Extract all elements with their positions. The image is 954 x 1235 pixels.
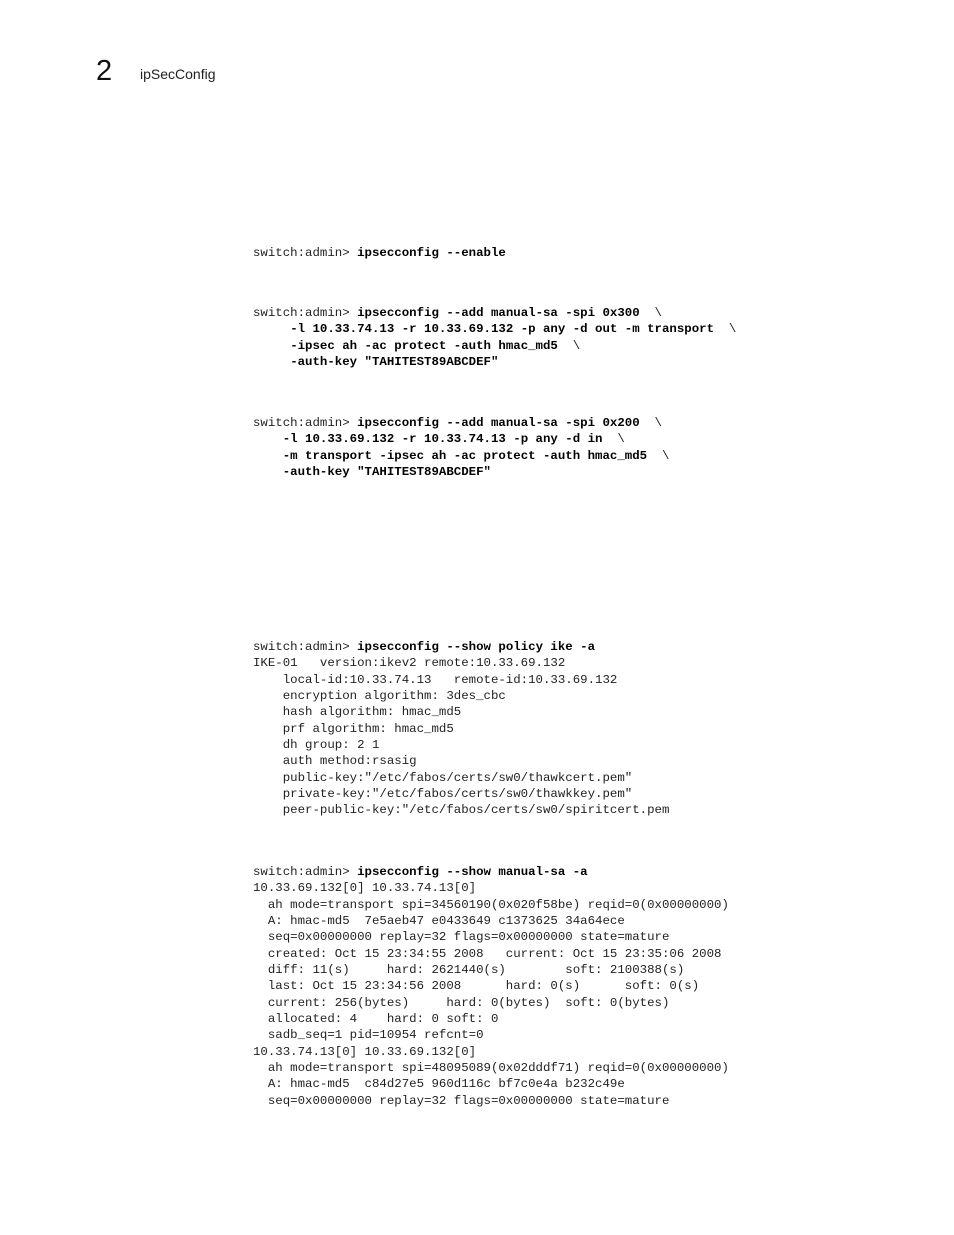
code-line bbox=[253, 1027, 729, 1043]
code-line bbox=[253, 245, 506, 261]
code-text bbox=[253, 432, 283, 446]
code-text: ah mode=transport spi=48095089(0x02dddf71) reqid=0(0x00000000) bbox=[253, 1061, 729, 1076]
command-text: ipsecconfig --show manual-sa -a bbox=[357, 865, 588, 879]
code-line bbox=[253, 672, 669, 688]
code-text: seq=0x00000000 replay=32 flags=0x00000000 state=mature bbox=[253, 930, 670, 945]
code-text bbox=[253, 339, 290, 353]
code-line bbox=[253, 1093, 729, 1109]
code-text: private-key:"/etc/fabos/certs/sw0/thawkkey.pem" bbox=[253, 787, 633, 802]
code-text: created: Oct 15 23:34:55 2008 current: Oct 15 23:35:06 2008 bbox=[253, 946, 722, 961]
line-continuation: \ bbox=[639, 306, 662, 320]
code-line bbox=[253, 786, 669, 802]
code-line bbox=[253, 448, 669, 464]
code-line bbox=[253, 464, 669, 480]
code-line bbox=[253, 1044, 729, 1060]
code-text: hash algorithm: hmac_md5 bbox=[253, 705, 462, 720]
chapter-number: 2 bbox=[96, 55, 113, 87]
command-text: ipsecconfig --add manual-sa -spi 0x200 bbox=[357, 416, 640, 430]
code-text: public-key:"/etc/fabos/certs/sw0/thawkcert.pem" bbox=[253, 770, 633, 785]
code-text bbox=[253, 355, 290, 369]
code-line bbox=[253, 929, 729, 945]
code-line bbox=[253, 770, 669, 786]
code-example-enable bbox=[253, 245, 506, 261]
code-line bbox=[253, 338, 736, 354]
code-line bbox=[253, 753, 669, 769]
line-continuation: \ bbox=[647, 448, 670, 463]
code-text: switch:admin> bbox=[253, 640, 358, 654]
code-line bbox=[253, 995, 729, 1011]
command-text: -auth-key "TAHITEST89ABCDEF" bbox=[282, 465, 491, 480]
command-text: -m transport -ipsec ah -ac protect -auth hmac_md5 bbox=[282, 448, 648, 463]
code-line bbox=[253, 962, 729, 978]
code-line bbox=[253, 1011, 729, 1027]
code-text: diff: 11(s) hard: 2621440(s) soft: 2100388(s) bbox=[253, 963, 685, 978]
code-text: allocated: 4 hard: 0 soft: 0 bbox=[253, 1012, 499, 1027]
code-text: A: hmac-md5 7e5aeb47 e0433649 c1373625 34a64ece bbox=[253, 914, 625, 929]
code-text: ah mode=transport spi=34560190(0x020f58be) reqid=0(0x00000000) bbox=[253, 897, 729, 912]
code-line bbox=[253, 978, 729, 994]
code-line bbox=[253, 737, 669, 753]
command-text: ipsecconfig --add manual-sa -spi 0x300 bbox=[357, 306, 640, 320]
code-text: current: 256(bytes) hard: 0(bytes) soft: 0(bytes) bbox=[253, 995, 670, 1010]
command-text: ipsecconfig --show policy ike -a bbox=[357, 640, 596, 654]
code-line bbox=[253, 946, 729, 962]
code-text: switch:admin> bbox=[253, 865, 358, 879]
code-line bbox=[253, 1060, 729, 1076]
code-line bbox=[253, 655, 669, 671]
code-text: last: Oct 15 23:34:56 2008 hard: 0(s) soft: 0(s) bbox=[253, 979, 700, 994]
command-text: -ipsec ah -ac protect -auth hmac_md5 bbox=[290, 338, 558, 353]
code-text: peer-public-key:"/etc/fabos/certs/sw0/spiritcert.pem bbox=[253, 803, 670, 818]
code-text: switch:admin> bbox=[253, 306, 358, 320]
code-line bbox=[253, 688, 669, 704]
section-title: ipSecConfig bbox=[140, 66, 216, 82]
code-line bbox=[253, 305, 736, 321]
command-text: ipsecconfig --enable bbox=[357, 246, 506, 260]
code-text: dh group: 2 1 bbox=[253, 738, 380, 753]
code-line bbox=[253, 415, 669, 431]
code-text bbox=[253, 449, 283, 463]
code-text bbox=[253, 322, 290, 336]
command-text: -l 10.33.69.132 -r 10.33.74.13 -p any -d in bbox=[282, 432, 603, 447]
code-text: sadb_seq=1 pid=10954 refcnt=0 bbox=[253, 1028, 484, 1043]
code-text: local-id:10.33.74.13 remote-id:10.33.69.132 bbox=[253, 672, 618, 687]
code-line bbox=[253, 864, 729, 880]
code-line bbox=[253, 354, 736, 370]
code-text: encryption algorithm: 3des_cbc bbox=[253, 689, 506, 704]
code-text: switch:admin> bbox=[253, 416, 358, 430]
command-text: -auth-key "TAHITEST89ABCDEF" bbox=[290, 355, 499, 370]
code-line bbox=[253, 639, 669, 655]
line-continuation: \ bbox=[639, 416, 662, 430]
command-text: -l 10.33.74.13 -r 10.33.69.132 -p any -d out -m transport bbox=[290, 322, 715, 337]
code-line bbox=[253, 721, 669, 737]
code-text bbox=[253, 465, 283, 479]
code-text: 10.33.74.13[0] 10.33.69.132[0] bbox=[253, 1044, 477, 1059]
code-example-add-manual-sa-in bbox=[253, 415, 669, 480]
code-text: seq=0x00000000 replay=32 flags=0x00000000 state=mature bbox=[253, 1093, 670, 1108]
code-line bbox=[253, 704, 669, 720]
code-text: switch:admin> bbox=[253, 246, 358, 260]
code-text: auth method:rsasig bbox=[253, 754, 417, 769]
code-line bbox=[253, 321, 736, 337]
code-text: IKE-01 version:ikev2 remote:10.33.69.132 bbox=[253, 656, 566, 671]
line-continuation: \ bbox=[557, 338, 581, 353]
code-line bbox=[253, 802, 669, 818]
code-line bbox=[253, 897, 729, 913]
line-continuation: \ bbox=[714, 322, 737, 337]
code-example-show-manual-sa bbox=[253, 864, 729, 1109]
code-example-add-manual-sa-out bbox=[253, 305, 736, 370]
code-line bbox=[253, 880, 729, 896]
code-text: 10.33.69.132[0] 10.33.74.13[0] bbox=[253, 881, 477, 896]
code-text: prf algorithm: hmac_md5 bbox=[253, 721, 454, 736]
line-continuation: \ bbox=[602, 432, 625, 447]
code-line bbox=[253, 1076, 729, 1092]
code-text: A: hmac-md5 c84d27e5 960d116c bf7c0e4a b232c49e bbox=[253, 1077, 625, 1092]
code-example-show-policy-ike bbox=[253, 639, 669, 819]
code-line bbox=[253, 913, 729, 929]
code-line bbox=[253, 431, 669, 447]
